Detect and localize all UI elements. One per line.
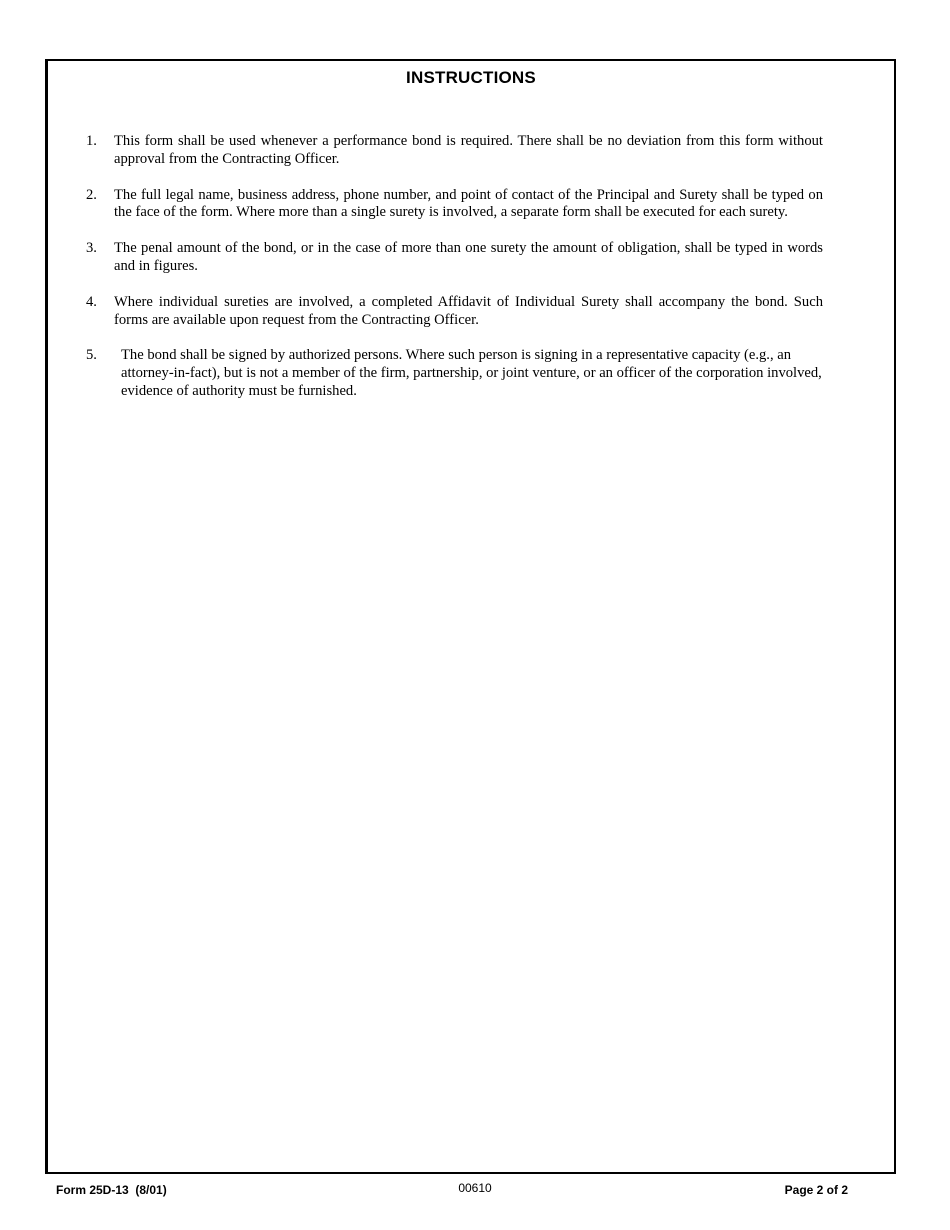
- instruction-number: 3.: [86, 240, 97, 257]
- page-title: INSTRUCTIONS: [406, 68, 536, 87]
- instruction-text: The penal amount of the bond, or in the case of more than one surety the amount of obligation, shall be typed in words and in figures.: [114, 240, 823, 274]
- form-border: [45, 59, 896, 1174]
- footer-code: 00610: [458, 1181, 492, 1195]
- instruction-text: This form shall be used whenever a performance bond is required. There shall be no deviation from this form without approval from the Contracting Officer.: [114, 133, 823, 167]
- instructions-list: [86, 133, 823, 419]
- instruction-text: The bond shall be signed by authorized persons. Where such person is signing in a representative capacity (e.g., an attorney-in-fact), but is not a member of the firm, partnership, or joint venture, or an officer of the corporation involved, evidence of authority must be furnished.: [121, 347, 822, 399]
- instruction-item-2: [86, 187, 823, 223]
- instruction-text: Where individual sureties are involved, a completed Affidavit of Individual Surety shall accompany the bond. Such forms are available upon request from the Contracting Officer.: [114, 293, 823, 328]
- instruction-item-3: [86, 240, 823, 276]
- instruction-text: The full legal name, business address, phone number, and point of contact of the Principal and Surety shall be typed on the face of the form. Where more than a single surety is involved, a separate form shall be executed for each surety.: [114, 186, 823, 221]
- instruction-number: 2.: [86, 186, 97, 203]
- instruction-number: 4.: [86, 293, 97, 310]
- instruction-item-5: [86, 347, 843, 400]
- instruction-number: 5.: [86, 347, 97, 364]
- instruction-number: 1.: [86, 133, 97, 149]
- instruction-item-4: [86, 294, 823, 330]
- instruction-item-1: [86, 133, 823, 169]
- footer-form-id: Form 25D-13 (8/01): [56, 1183, 167, 1197]
- footer-page-number: Page 2 of 2: [784, 1183, 848, 1197]
